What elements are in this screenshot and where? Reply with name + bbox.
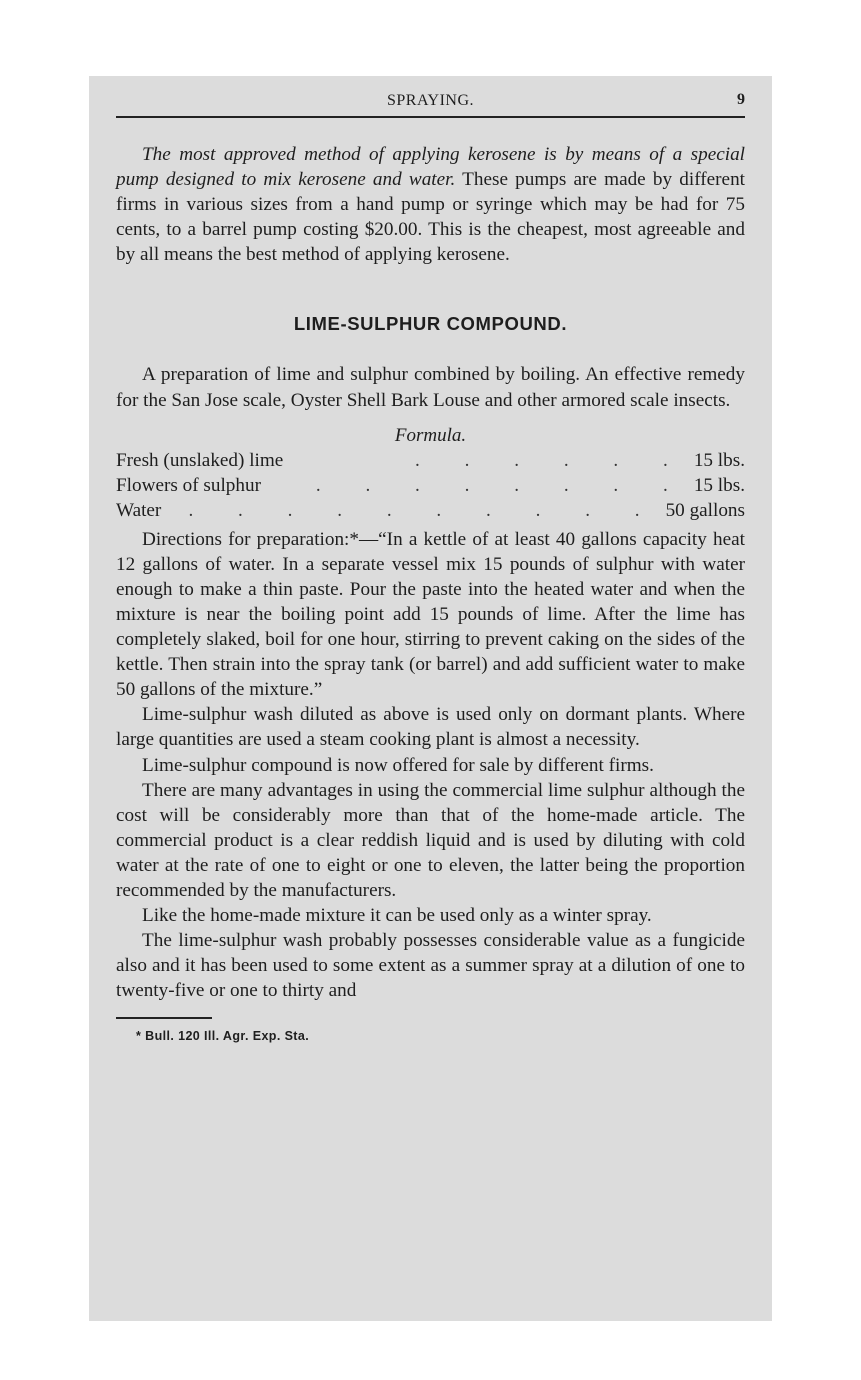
- formula-ingredient: Water: [116, 499, 162, 521]
- body-paragraph-directions: Directions for preparation:*—“In a kettle of at least 40 gallons capacity heat 12 gallons of water. In a separate vessel mix 15 pounds of sulphur with water enough to make a thin paste. Pour the paste into the heated water and when the mixture is near the boiling point add 15 pounds of lime. After the lime has completely slaked, boil for one hour, stirring to prevent caking on the sides of the kettle. Then strain into the spray tank (or barrel) and add sufficient water to make 50 gallons of the mixture.”: [116, 528, 745, 701]
- kerosene-paragraph: [116, 142, 745, 267]
- body-paragraph: The lime-sulphur wash probably possesses considerable value as a fungicide also and it has been used to some extent as a summer spray at a dilution of one to twenty-five or one to thirty and: [116, 930, 745, 1002]
- leader-dots: . . . . . . . .: [315, 474, 688, 496]
- formula-quantity: 15 lbs.: [693, 449, 745, 471]
- formula-ingredient: Flowers of sulphur: [116, 474, 261, 496]
- formula-quantity: 50 gallons: [665, 499, 745, 521]
- formula-row: [116, 448, 745, 473]
- footnote: * Bull. 120 Ill. Agr. Exp. Sta.: [136, 1029, 310, 1044]
- body-paragraph: Lime-sulphur compound is now offered for sale by different firms.: [142, 754, 654, 776]
- body-paragraph: Like the home-made mixture it can be used only as a winter spray.: [142, 905, 652, 927]
- section-heading: LIME-SULPHUR COMPOUND.: [293, 313, 568, 335]
- formula-quantity: 15 lbs.: [693, 474, 745, 496]
- running-title: SPRAYING.: [386, 92, 475, 109]
- kerosene-body-text: These pumps are made by different firms in various sizes from a hand pump or syringe which may be had for 75 cents, to a barrel pump costing $20.00. This is the cheapest, most agreeable and by all means the best method of applying kerosene.: [116, 169, 745, 266]
- kerosene-italic-sentence: The most approved method of applying kerosene is by means of a special pump designed to mix kerosene and water.: [116, 144, 745, 191]
- body-paragraph: Lime-sulphur wash diluted as above is used only on dormant plants. Where large quantities are used a steam cooking plant is almost a necessity.: [116, 704, 745, 751]
- body-paragraph: There are many advantages in using the commercial lime sulphur although the cost will be considerably more than that of the home-made article. The commercial product is a clear reddish liquid and is used by diluting with cold water at the rate of one to eight or one to eleven, the latter being the proportion recommended by the manufacturers.: [116, 779, 745, 901]
- formula-row: [116, 498, 745, 523]
- book-page: [89, 76, 772, 1321]
- running-head: [116, 76, 745, 118]
- formula-title: Formula.: [394, 424, 467, 446]
- section-intro: A preparation of lime and sulphur combined by boiling. An effective remedy for the San Jose scale, Oyster Shell Bark Louse and other armored scale insects.: [116, 364, 745, 411]
- leader-dots: . . . . . .: [415, 449, 688, 471]
- footnote-rule: [116, 1017, 212, 1019]
- page-number: 9: [737, 91, 745, 108]
- formula-row: [116, 473, 745, 498]
- formula-ingredient: Fresh (unslaked) lime: [116, 449, 284, 471]
- formula-table: [116, 448, 745, 523]
- leader-dots: . . . . . . . . . .: [188, 499, 660, 521]
- page-content: [116, 76, 745, 1043]
